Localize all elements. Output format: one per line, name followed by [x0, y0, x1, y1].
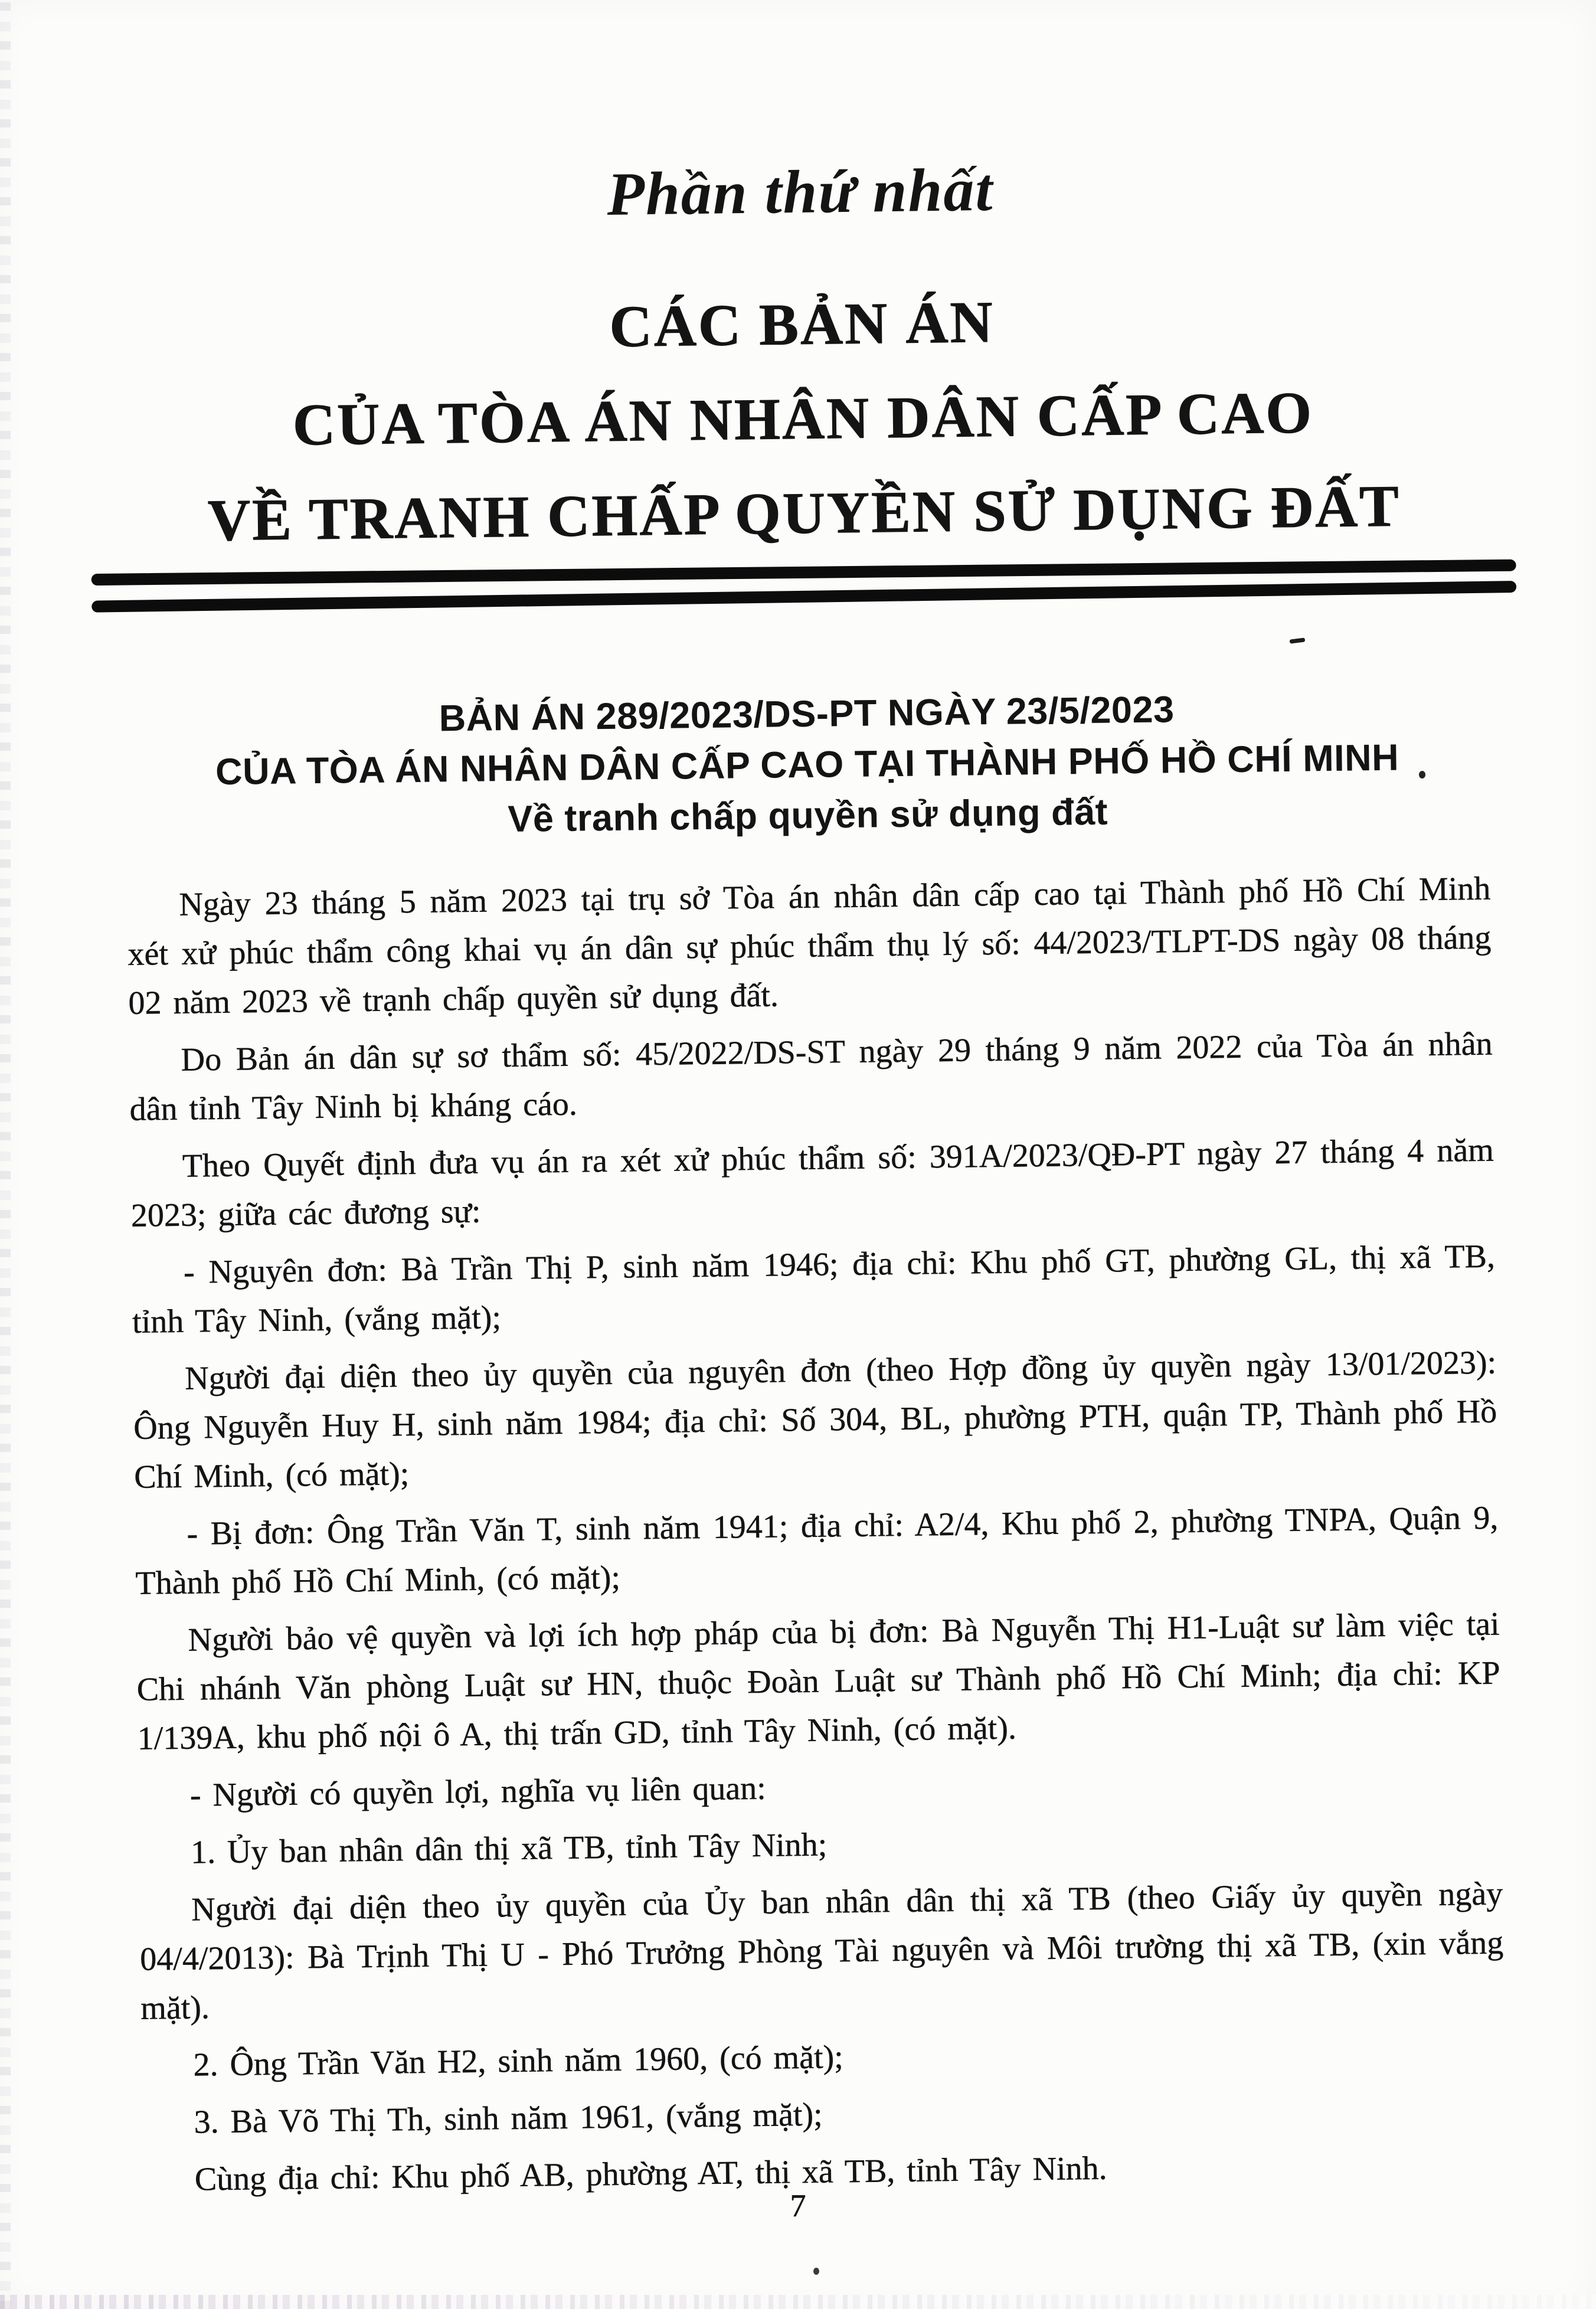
- scan-edge-left-band: [0, 0, 11, 2309]
- main-heading-line-2: CỦA TÒA ÁN NHÂN DÂN CẤP CAO: [292, 380, 1314, 458]
- main-heading-line-3: VỀ TRANH CHẤP QUYỀN SỬ DỤNG ĐẤT: [207, 473, 1401, 554]
- paragraph: 3. Bà Võ Thị Th, sinh năm 1961, (vắng mặt);: [194, 2097, 823, 2141]
- scan-speck-footer-dot: [813, 2268, 819, 2275]
- scan-speck-dot: [1419, 771, 1425, 779]
- paragraph: - Bị đơn: Ông Trần Văn T, sinh năm 1941; địa chỉ: A2/4, Khu phố 2, phường TNPA, Quận 9, Thành phố Hồ Chí Minh, (có mặt);: [135, 1500, 1499, 1602]
- case-heading-line-2: CỦA TÒA ÁN NHÂN DÂN CẤP CAO TẠI THÀNH PHỐ HỒ CHÍ MINH: [215, 737, 1399, 793]
- paragraph: Theo Quyết định đưa vụ án ra xét xử phúc thẩm số: 391A/2023/QĐ-PT ngày 27 tháng 4 năm 2023; giữa các đương sự:: [130, 1132, 1494, 1235]
- part-title: Phần thứ nhất: [606, 155, 994, 228]
- main-heading-line-1: CÁC BẢN ÁN: [609, 289, 995, 360]
- case-heading-line-3: Về tranh chấp quyền sử dụng đất: [507, 792, 1108, 840]
- judgment-body: [127, 865, 1506, 2205]
- paragraph: Ngày 23 tháng 5 năm 2023 tại trụ sở Tòa án nhân dân cấp cao tại Thành phố Hồ Chí Minh xét xử phúc thẩm công khai vụ án dân sự phúc thẩm thụ lý số: 44/2023/TLPT-DS ngày 08 tháng 02 năm 2023 về trạnh chấp quyền sử dụng đất.: [127, 871, 1492, 1022]
- paragraph: - Nguyên đơn: Bà Trần Thị P, sinh năm 1946; địa chỉ: Khu phố GT, phường GL, thị xã TB, tỉnh Tây Ninh, (vắng mặt);: [132, 1238, 1496, 1341]
- case-heading: [125, 681, 1490, 849]
- paragraph: Người bảo vệ quyền và lợi ích hợp pháp của bị đơn: Bà Nguyễn Thị H1-Luật sư làm việc tại Chi nhánh Văn phòng Luật sư HN, thuộc Đoàn Luật sư Thành phố Hồ Chí Minh; địa chỉ: KP 1/139A, khu phố nội ô A, thị trấn GD, tỉnh Tây Ninh, (có mặt).: [136, 1606, 1500, 1758]
- paragraph: - Người có quyền lợi, nghĩa vụ liên quan:: [189, 1770, 767, 1814]
- case-heading-line-1: BẢN ÁN 289/2023/DS-PT NGÀY 23/5/2023: [439, 689, 1175, 740]
- main-heading: [120, 269, 1487, 569]
- paragraph: Do Bản án dân sự sơ thẩm số: 45/2022/DS-ST ngày 29 tháng 9 năm 2022 của Tòa án nhân dân tỉnh Tây Ninh bị kháng cáo.: [129, 1026, 1493, 1129]
- scan-edge-bottom-band: [0, 2295, 1596, 2309]
- paragraph: Người đại diện theo ủy quyền của Ủy ban nhân dân thị xã TB (theo Giấy ủy quyền ngày 04/4/2013): Bà Trịnh Thị U - Phó Trưởng Phòng Tài nguyên và Môi trường thị xã TB, (xin vắng mặt).: [139, 1876, 1504, 2027]
- paragraph: 1. Ủy ban nhân dân thị xã TB, tỉnh Tây Ninh;: [190, 1826, 828, 1872]
- rule-bar-bottom: [91, 581, 1516, 613]
- page-number: 7: [790, 2188, 806, 2223]
- paragraph: Cùng địa chỉ: Khu phố AB, phường AT, thị xã TB, tỉnh Tây Ninh.: [194, 2150, 1107, 2199]
- paragraph: 2. Ông Trần Văn H2, sinh năm 1960, (có mặt);: [193, 2039, 844, 2084]
- paragraph: Người đại diện theo ủy quyền của nguyên đơn (theo Hợp đồng ủy quyền ngày 13/01/2023): Ông Nguyễn Huy H, sinh năm 1984; địa chỉ: Số 304, BL, phường PTH, quận TP, Thành phố Hồ Chí Minh, (có mặt);: [133, 1345, 1497, 1496]
